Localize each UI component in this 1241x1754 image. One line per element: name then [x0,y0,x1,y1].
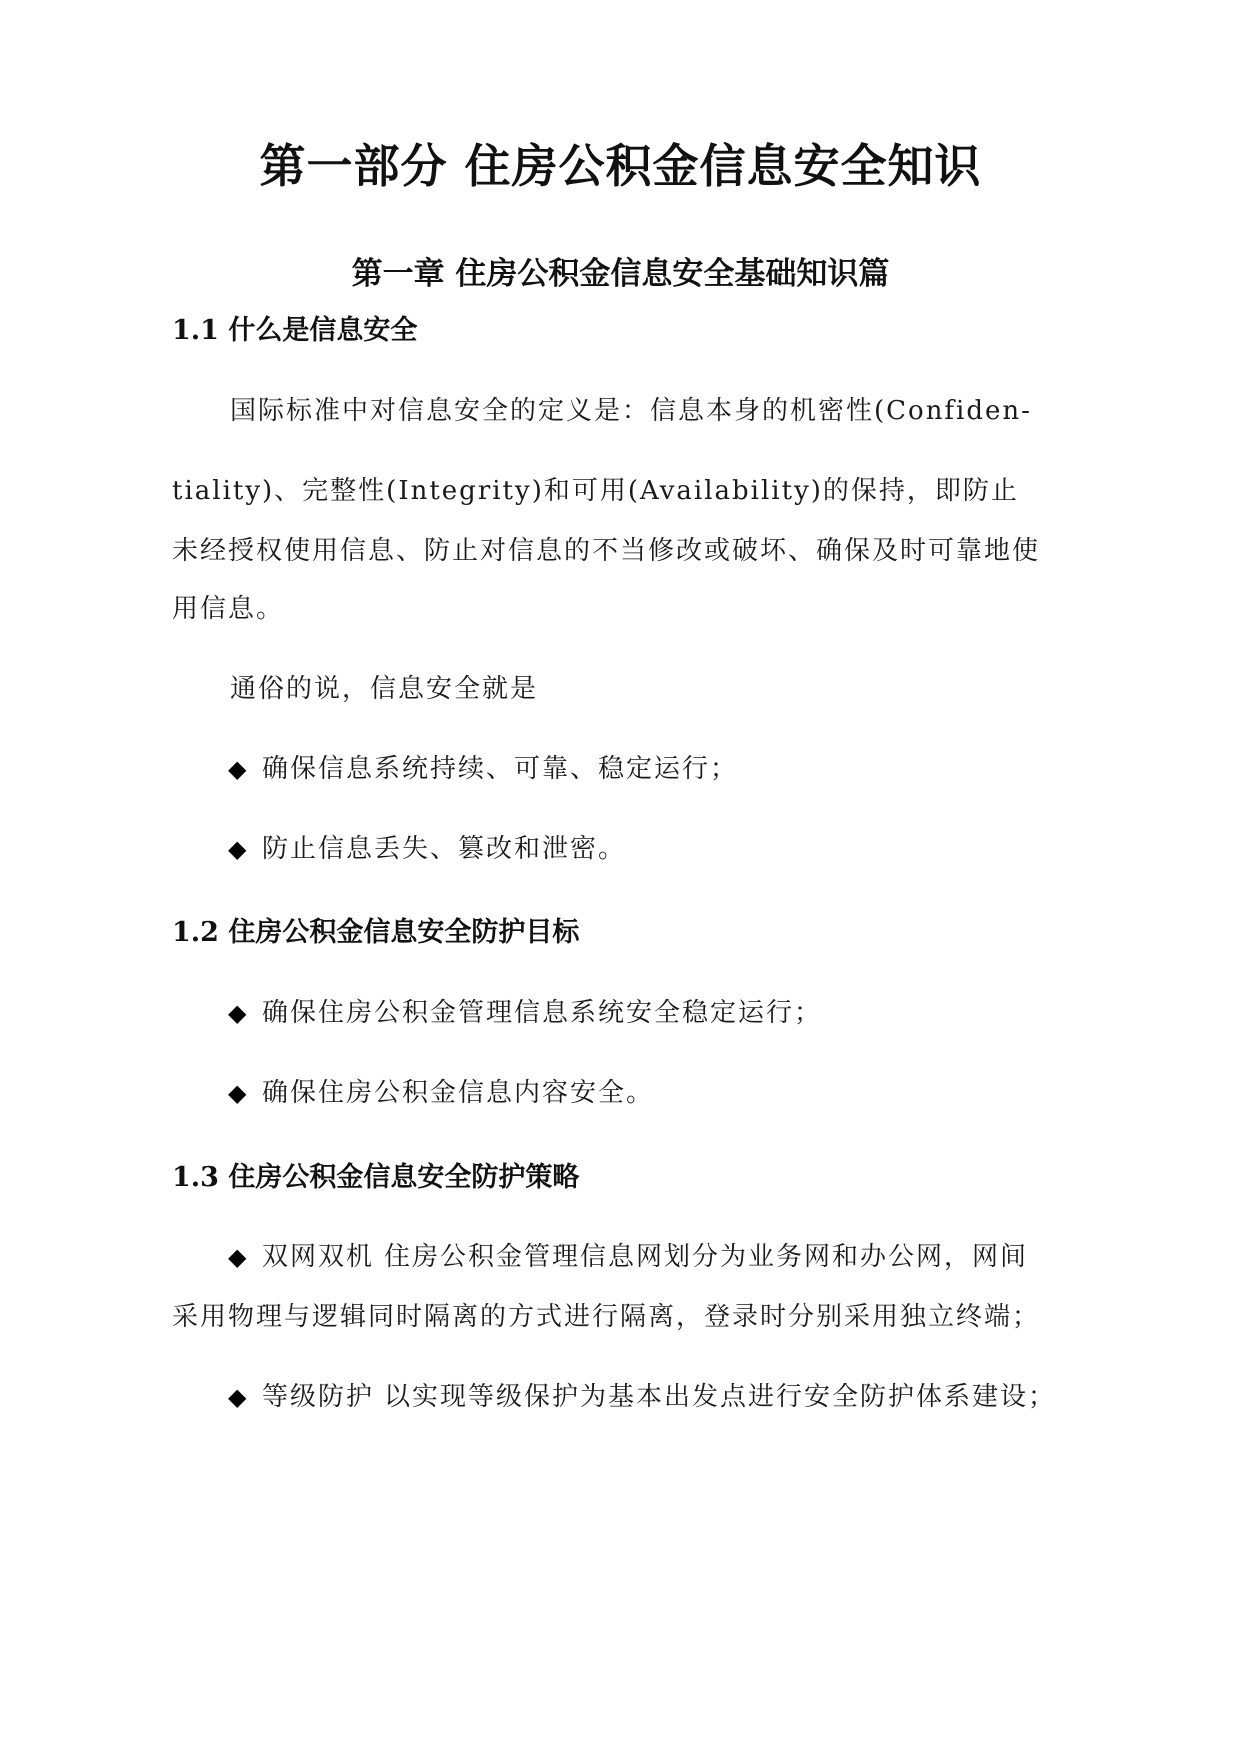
bullet-text: 确保信息系统持续、可靠、稳定运行； [262,754,739,784]
paragraph-line: 通俗的说，信息安全就是 [230,674,539,704]
bullet-text: 防止信息丢失、篡改和泄密。 [262,834,627,864]
bullet-lead: 等级防护 [262,1382,375,1412]
paragraph-line: 未经授权使用信息、防止对信息的不当修改或破坏、确保及时可靠地使 [172,536,1041,566]
paragraph-line: 采用物理与逻辑同时隔离的方式进行隔离，登录时分别采用独立终端； [172,1302,1041,1332]
diamond-bullet-icon: ◆ [228,1383,249,1411]
bullet-item [228,1236,1028,1273]
section-heading-1-1: 1.1 什么是信息安全 [172,315,418,346]
bullet-item [228,828,626,865]
document-title: 第一部分 住房公积金信息安全知识 [259,139,982,193]
bullet-text: 确保住房公积金信息内容安全。 [262,1078,655,1108]
bullet-text: 住房公积金管理信息网划分为业务网和办公网，网间 [384,1242,1029,1272]
paragraph-line: tiality)、完整性(Integrity)和可用(Availability)的保持，即防止 [172,476,1019,506]
bullet-text: 以实现等级保护为基本出发点进行安全防护体系建设； [384,1382,1057,1412]
diamond-bullet-icon: ◆ [228,999,249,1027]
bullet-item [228,748,738,785]
chapter-heading: 第一章 住房公积金信息安全基础知识篇 [351,256,890,292]
paragraph-line: 国际标准中对信息安全的定义是：信息本身的机密性(Confiden- [230,396,1032,426]
section-heading-1-3: 1.3 住房公积金信息安全防护策略 [172,1162,580,1193]
paragraph-line: 用信息。 [172,594,285,624]
bullet-item [228,1072,654,1109]
bullet-item [228,1376,1056,1413]
section-heading-1-2: 1.2 住房公积金信息安全防护目标 [172,917,580,948]
diamond-bullet-icon: ◆ [228,1243,249,1271]
diamond-bullet-icon: ◆ [228,1079,249,1107]
diamond-bullet-icon: ◆ [228,755,249,783]
diamond-bullet-icon: ◆ [228,835,249,863]
bullet-lead: 双网双机 [262,1242,375,1272]
bullet-item [228,992,822,1029]
bullet-text: 确保住房公积金管理信息系统安全稳定运行； [262,998,823,1028]
